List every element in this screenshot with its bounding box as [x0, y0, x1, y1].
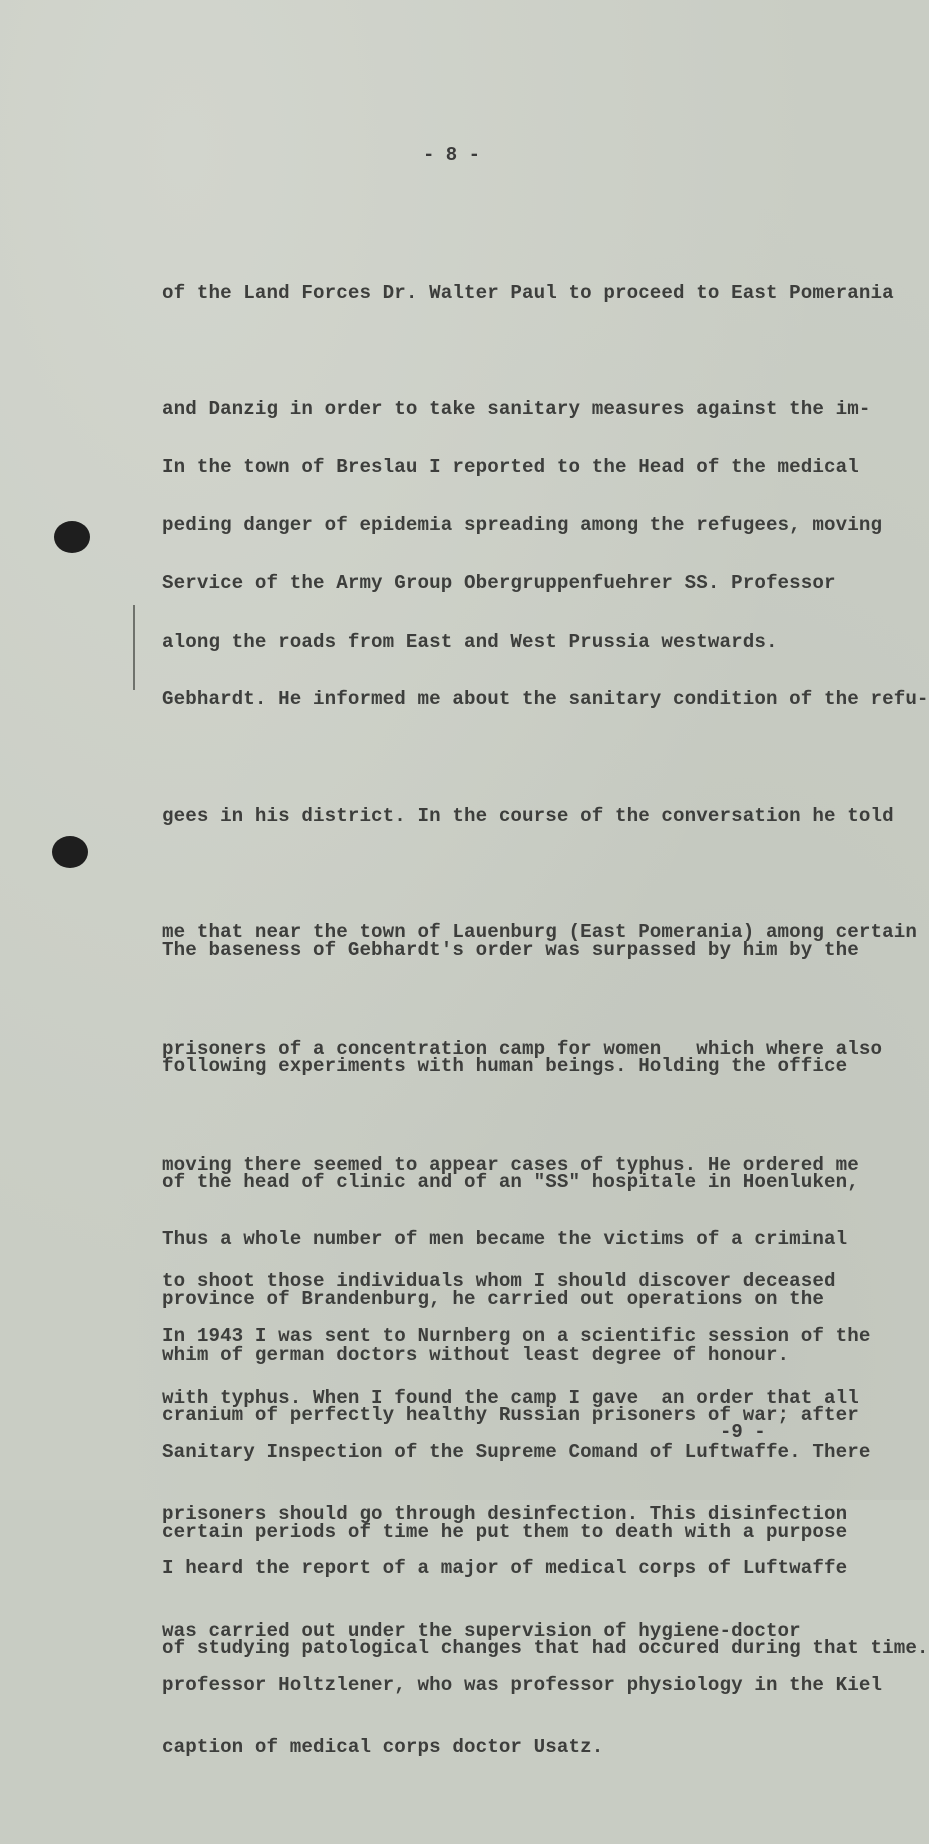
text-line: moving there seemed to appear cases of typhus. He ordered me	[162, 1153, 859, 1176]
text-line: and Danzig in order to take sanitary measures against the im-	[162, 397, 871, 420]
text-line: of the Land Forces Dr. Walter Paul to proceed to East Pomerania	[162, 281, 894, 304]
page-number: - 8 -	[423, 144, 481, 166]
punch-hole	[54, 521, 90, 553]
text-line: Thus a whole number of men became the victims of a criminal	[162, 1227, 848, 1250]
punch-hole	[52, 836, 88, 868]
text-line: Service of the Army Group Obergruppenfuehrer SS. Professor	[162, 571, 836, 594]
text-line: Sanitary Inspection of the Supreme Comand of Luftwaffe. There	[162, 1440, 871, 1463]
text-line: me that near the town of Lauenburg (East Pomerania) among certain	[162, 921, 917, 944]
text-line: along the roads from East and West Prussia westwards.	[162, 630, 778, 653]
text-line: whim of german doctors without least degree of honour.	[162, 1343, 790, 1366]
text-line: with typhus. When I found the camp I gave an order that all	[162, 1386, 859, 1409]
margin-pencil-mark	[133, 605, 135, 690]
text-line: of the head of clinic and of an "SS" hospitale in Hoenluken,	[162, 1171, 859, 1194]
text-line: following experiments with human beings. Holding the office	[162, 1054, 848, 1077]
text-line: province of Brandenburg, he carried out operations on the	[162, 1287, 825, 1310]
text-line: to shoot those individuals whom I should discover deceased	[162, 1270, 836, 1293]
text-line: was carried out under the supervision of hygiene-doctor	[162, 1619, 801, 1642]
text-line: In the town of Breslau I reported to the Head of the medical	[162, 455, 859, 478]
text-line: professor Holtzlener, who was professor physiology in the Kiel	[162, 1673, 883, 1696]
text-line: peding danger of epidemia spreading among the refugees, moving	[162, 514, 883, 537]
text-line: Gebhardt. He informed me about the sanitary condition of the refu-	[162, 688, 929, 711]
text-line: In 1943 I was sent to Nurnberg on a scientific session of the	[162, 1324, 871, 1347]
text-line: of studying patological changes that had occured during that time.	[162, 1636, 929, 1659]
text-line: caption of medical corps doctor Usatz.	[162, 1735, 604, 1758]
paragraph-5	[162, 1239, 882, 1782]
next-page-number: -9 -	[720, 1421, 766, 1443]
text-line: certain periods of time he put them to death with a purpose	[162, 1520, 848, 1543]
text-line: I heard the report of a major of medical corps of Luftwaffe	[162, 1557, 848, 1580]
text-line: prisoners of a concentration camp for women which where also	[162, 1037, 883, 1060]
text-line: gees in his district. In the course of the conversation he told	[162, 804, 894, 827]
text-line: cranium of perfectly healthy Russian prisoners of war; after	[162, 1404, 859, 1427]
text-line: prisoners should go through desinfection. This disinfection	[162, 1503, 848, 1526]
text-line: The baseness of Gebhardt's order was surpassed by him by the	[162, 938, 859, 961]
